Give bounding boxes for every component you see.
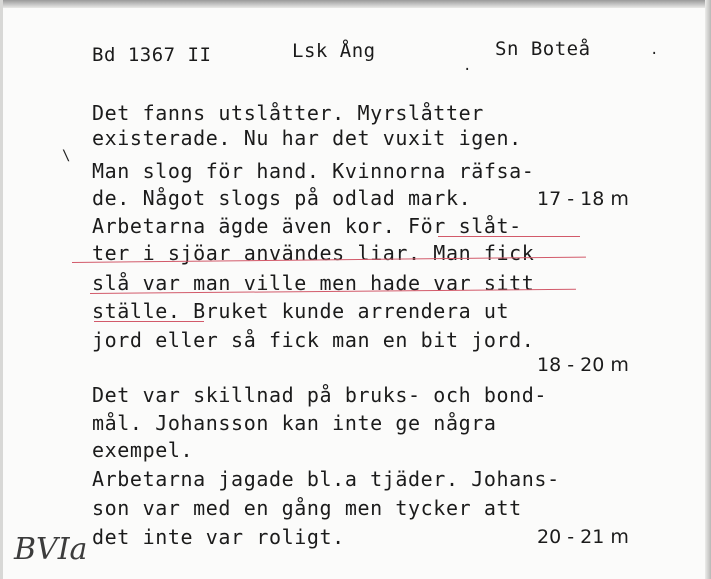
text-line: Man slog för hand. Kvinnorna räfsa-: [92, 159, 535, 183]
stray-dot: ·: [650, 46, 659, 62]
text-line: jord eller så fick man en bit jord.: [92, 328, 535, 352]
text-line: exempel.: [92, 438, 194, 462]
pencil-underline: [94, 321, 204, 322]
text-line: de. Något slogs på odlad mark.: [92, 186, 472, 210]
page-ref: 18 - 20 m: [537, 354, 629, 376]
card-left-edge: [0, 0, 3, 579]
text-line: ställe. Bruket kunde arrendera ut: [92, 299, 510, 323]
text-line: existerade. Nu har det vuxit igen.: [92, 126, 522, 150]
text-line: Arbetarna ägde även kor. För slåt-: [92, 214, 522, 238]
text-line: mål. Johansson kan inte ge några: [92, 411, 497, 435]
text-line: Arbetarna jagade bl.a tjäder. Johans-: [92, 467, 560, 491]
page-ref: 20 - 21 m: [537, 526, 629, 548]
text-line: son var med en gång men tycker att: [92, 496, 522, 520]
page-ref: 17 - 18 m: [537, 188, 629, 210]
text-line: ter i sjöar användes liar. Man fick: [92, 241, 535, 265]
text-line: Det var skillnad på bruks- och bond-: [92, 383, 548, 407]
card-top-edge: [0, 0, 711, 8]
handwritten-signum: BVIa: [14, 532, 88, 567]
text-line: Det fanns utslåtter. Myrslåtter: [92, 101, 484, 125]
stray-tick: \: [62, 148, 71, 164]
text-line: det inte var roligt.: [92, 525, 345, 549]
parish-label: Sn Boteå: [495, 38, 591, 60]
volume-label: Bd 1367 II: [92, 44, 212, 66]
text-line: slå var man ville men hade var sitt: [92, 271, 535, 295]
card-right-edge: [705, 0, 711, 579]
stray-dot: .: [463, 58, 472, 74]
county-label: Lsk Ång: [292, 40, 376, 62]
pencil-underline: [438, 236, 580, 237]
